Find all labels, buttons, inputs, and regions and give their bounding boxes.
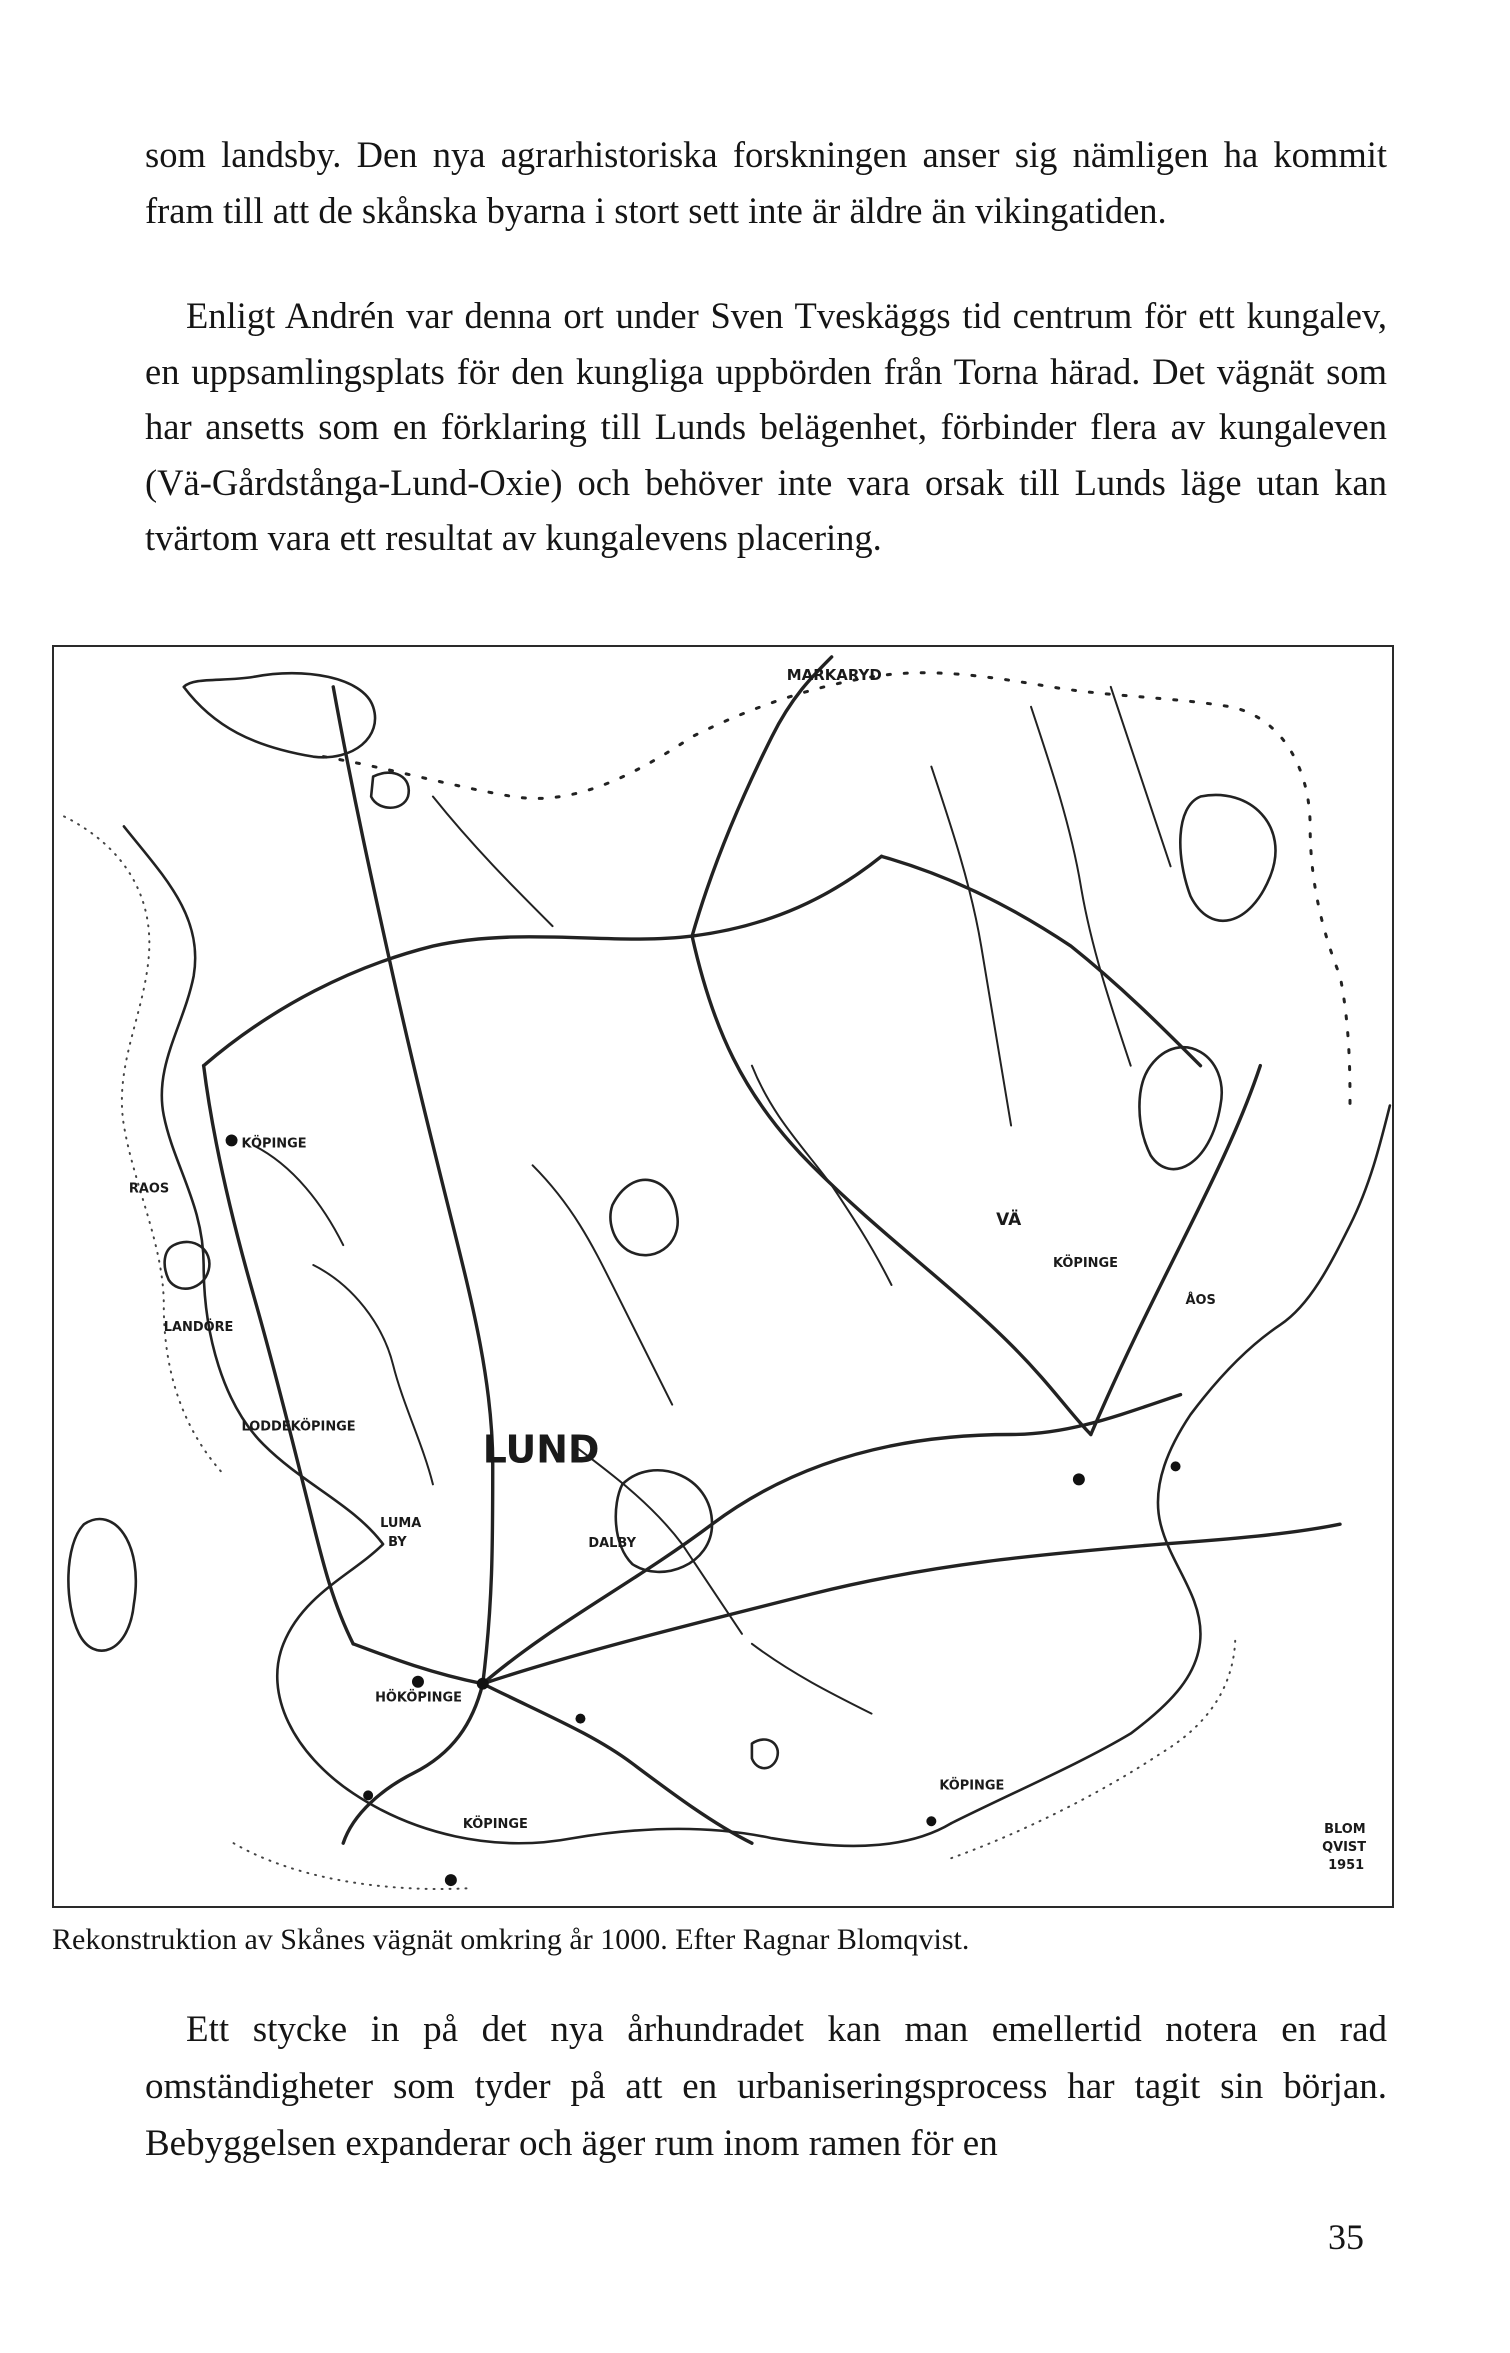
map-drawing [54, 647, 1392, 1906]
dot-lund [477, 1678, 489, 1690]
river-6 [1111, 687, 1171, 866]
river-2 [533, 1165, 673, 1404]
island-saltholm [68, 1519, 135, 1651]
dot-kopinge-e [1073, 1473, 1085, 1485]
label-lund: LUND [482, 1427, 600, 1472]
coastline-north [184, 673, 375, 757]
road-northwest [204, 856, 882, 1065]
lake-ivosjon [1139, 1047, 1221, 1169]
label-by: BY [388, 1535, 407, 1551]
label-kopinge-s: KÖPINGE [462, 1817, 528, 1833]
coastline-west [124, 826, 951, 1846]
road-markaryd [692, 657, 832, 936]
dot-hokopinge [363, 1790, 373, 1800]
lake-small-1 [371, 773, 409, 808]
lake-small-2 [752, 1740, 778, 1769]
road-west-coast [204, 1066, 354, 1644]
road-north-center [692, 936, 1091, 1434]
label-luma: LUMA [380, 1516, 422, 1532]
river-8 [752, 1644, 872, 1714]
label-signature-1: BLOM [1324, 1822, 1366, 1838]
lake-ringsjon [610, 1180, 677, 1255]
dot-luma [412, 1676, 424, 1688]
river-10 [433, 797, 553, 927]
label-markaryd: MARKARYD [786, 665, 882, 684]
label-signature-3: 1951 [1328, 1858, 1365, 1874]
road-east-loop [1091, 1066, 1260, 1435]
dot-kopinge-nw [226, 1134, 238, 1146]
label-hokopinge: HÖKÖPINGE [375, 1690, 462, 1706]
paragraph-2: Enligt Andrén var denna ort under Sven Tveskäggs tid centrum för ett kungalev, en uppsamlingsplats för den kungliga uppbörden från Torna härad. Det vägnät som har ansetts som en förklaring till Lunds belägenhet, förbinder flera av kungaleven (Vä-Gårdstånga-Lund-Oxie) och behöver inte vara orsak till Lunds läge utan kan tvärtom vara ett resultat av kungalevens placering. [145, 295, 1387, 558]
river-1 [313, 1265, 433, 1484]
label-kopinge-nw: KÖPINGE [241, 1136, 307, 1152]
figure-caption: Rekonstruktion av Skånes vägnät omkring år 1000. Efter Ragnar Blomqvist. [52, 1923, 970, 1956]
page-number: 35 [1328, 2217, 1364, 2257]
paragraph-1: som landsby. Den nya agrarhistoriska forskningen anser sig nämligen ha kommit fram till att de skånska byarna i stort sett inte är äldre än vikingatiden. [145, 134, 1387, 231]
dot-kopinge-se [926, 1816, 936, 1826]
label-dalby: DALBY [588, 1536, 636, 1552]
river-4 [931, 767, 1011, 1126]
road-northeast [881, 856, 1200, 1065]
dot-aos [1171, 1461, 1181, 1471]
label-signature-2: QVIST [1322, 1840, 1367, 1856]
label-aos: ÅOS [1185, 1292, 1216, 1308]
label-kopinge-e: KÖPINGE [1052, 1256, 1118, 1272]
label-loddekopinge: LODDEKÖPINGE [241, 1419, 356, 1435]
label-kopinge-se: KÖPINGE [939, 1778, 1005, 1794]
river-9 [253, 1145, 343, 1245]
map-figure [52, 645, 1394, 1908]
paragraph-3: Ett stycke in på det nya århundradet kan man emellertid notera en rad omständigheter som tyder på att en urbaniseringsprocess har tagit sin början. Bebyggelsen expanderar och äger rum inom ramen för en [145, 2009, 1387, 2164]
road-lund-north [333, 687, 492, 1684]
river-5 [1031, 707, 1131, 1066]
dot-dalby [575, 1714, 585, 1724]
dot-kopinge-s [445, 1874, 457, 1886]
label-landore: LANDÖRE [163, 1319, 234, 1335]
lake-ne [1180, 795, 1275, 921]
label-raos: RAOS [128, 1181, 170, 1197]
label-va: VÄ [996, 1209, 1022, 1230]
